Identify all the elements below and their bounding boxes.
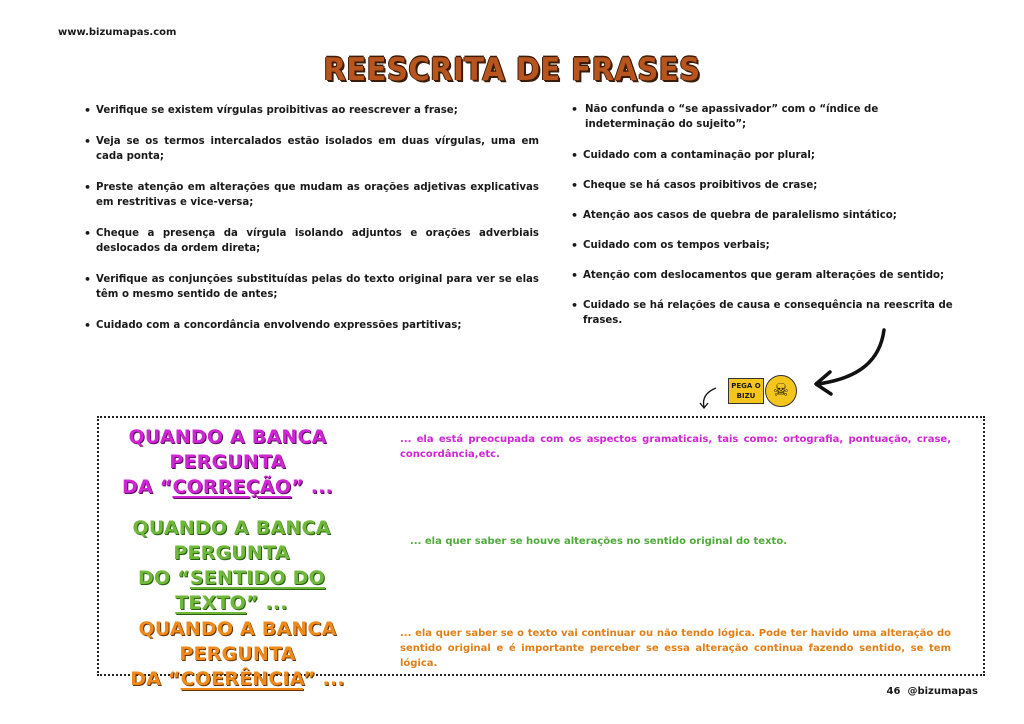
- pega-o-bizu-badge: [728, 378, 764, 404]
- list-item: • Cuidado com os tempos verbais;: [571, 238, 971, 253]
- social-handle: @bizumapas: [907, 686, 978, 697]
- page-title: REESCRITA DE FRASES: [323, 50, 701, 88]
- site-url: www.bizumapas.com: [58, 27, 177, 38]
- heading-line: [100, 475, 355, 500]
- tip-heading-sentido: [104, 516, 359, 616]
- tip-heading-coerencia: [110, 617, 365, 692]
- list-item: • Cuidado se há relações de causa e consequência na reescrita de frases.: [571, 298, 971, 328]
- heading-line: QUANDO A BANCA PERGUNTA: [138, 618, 337, 665]
- badge-line-1: PEGA O: [731, 382, 761, 390]
- list-item: • Cuidado com a concordância envolvendo expressões partitivas;: [84, 318, 539, 333]
- list-item: • Cheque se há casos proibitivos de crase;: [571, 178, 971, 193]
- tip-answer-coerencia: ... ela quer saber se o texto vai continuar ou não tendo lógica. Pode ter havido uma alteração do sentido original e é importante perceber se essa alteração continua fazendo sentido, se tem lógica.: [400, 628, 951, 669]
- heading-suffix: ” ...: [302, 668, 345, 690]
- heading-keyword: SENTIDO DO TEXTO: [175, 567, 325, 614]
- list-item: • Verifique as conjunções substituídas pelas do texto original para ver se elas têm o mesmo sentido de antes;: [84, 272, 539, 302]
- list-item: • Cuidado com a contaminação por plural;: [571, 148, 971, 163]
- skull-crossbones-icon: ☠: [765, 375, 797, 407]
- heading-suffix: ” ...: [291, 476, 333, 498]
- heading-line: [104, 566, 359, 616]
- heading-prefix: DA “: [122, 476, 173, 498]
- tip-answer-sentido: ... ela quer saber se houve alterações no sentido original do texto.: [410, 536, 787, 547]
- badge-line-2: BIZU: [736, 392, 756, 400]
- heading-keyword: CORREÇÃO: [172, 476, 292, 498]
- list-item: • Atenção com deslocamentos que geram alterações de sentido;: [571, 268, 971, 283]
- list-item: • Atenção aos casos de quebra de paralelismo sintático;: [571, 208, 971, 223]
- tip-answer-correcao: ... ela está preocupada com os aspectos gramaticais, tais como: ortografia, pontuação, crase, concordância,etc.: [400, 434, 951, 460]
- list-item: • Preste atenção em alterações que mudam as orações adjetivas explicativas em restritivas e vice-versa;: [84, 180, 539, 210]
- footer: [887, 686, 978, 697]
- heading-prefix: DO “: [138, 567, 190, 589]
- tip-heading-correcao: [100, 425, 355, 500]
- list-item: • Verifique se existem vírgulas proibitivas ao reescrever a frase;: [84, 103, 539, 118]
- page-number: 46: [886, 686, 901, 697]
- heading-line: [110, 667, 365, 692]
- heading-prefix: DA “: [130, 668, 181, 690]
- heading-keyword: COERÊNCIA: [180, 668, 303, 690]
- heading-suffix: ” ...: [245, 592, 288, 614]
- list-item: • Cheque a presença da vírgula isolando adjuntos e orações adverbiais deslocados da ordem direta;: [84, 226, 539, 256]
- list-item: • Veja se os termos intercalados estão isolados em duas vírgulas, uma em cada ponta;: [84, 134, 539, 164]
- heading-line: QUANDO A BANCA PERGUNTA: [132, 517, 331, 564]
- heading-line: QUANDO A BANCA PERGUNTA: [128, 426, 327, 473]
- list-item: • Não confunda o “se apassivador” com o “índice de indeterminação do sujeito”;: [571, 102, 971, 132]
- small-arrow-icon: [704, 388, 717, 407]
